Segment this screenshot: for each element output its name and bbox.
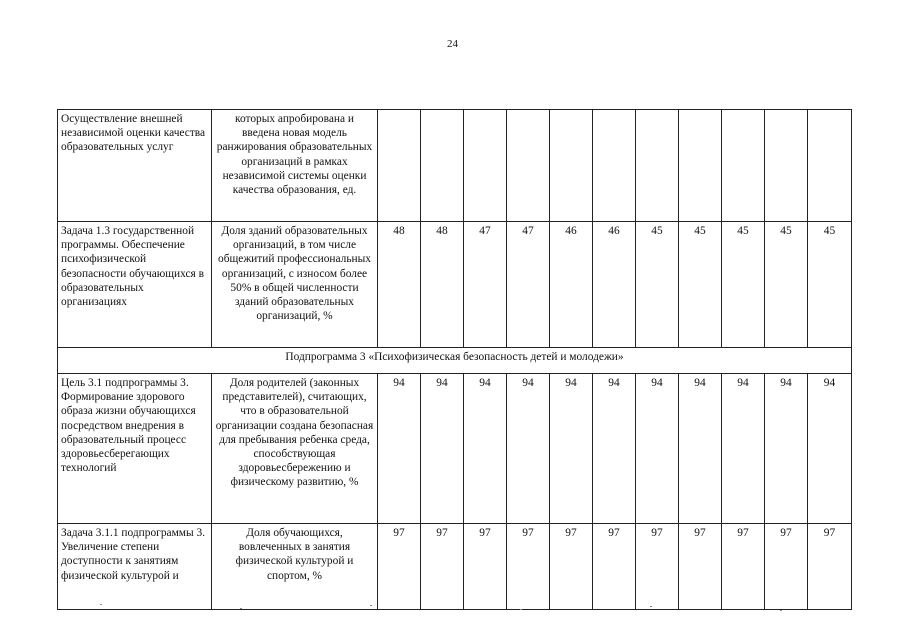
value-cell	[636, 110, 679, 222]
value-cell	[421, 110, 464, 222]
table-body	[58, 110, 852, 610]
value-cell: 97	[421, 524, 464, 610]
value-cell	[722, 110, 765, 222]
value-cell: 94	[507, 374, 550, 524]
value-cell: 97	[679, 524, 722, 610]
value-cell: 97	[765, 524, 808, 610]
value-cell: 97	[636, 524, 679, 610]
value-cell	[550, 110, 593, 222]
value-cell	[808, 110, 852, 222]
value-cell: 48	[378, 222, 421, 348]
value-cell: 97	[378, 524, 421, 610]
table-row	[58, 222, 852, 348]
value-cell: 47	[507, 222, 550, 348]
value-cell: 46	[550, 222, 593, 348]
value-cell: 97	[808, 524, 852, 610]
table-row	[58, 110, 852, 222]
value-cell: 94	[636, 374, 679, 524]
value-cell: 94	[679, 374, 722, 524]
value-cell: 47	[464, 222, 507, 348]
goal-cell: Задача 1.3 государственной программы. Обеспечение психофизической безопасности обучающихся в образовательных организациях	[58, 222, 212, 348]
value-cell: 48	[421, 222, 464, 348]
value-cell: 46	[593, 222, 636, 348]
value-cell: 97	[722, 524, 765, 610]
subprogram-header-row	[58, 348, 852, 374]
value-cell: 97	[507, 524, 550, 610]
indicator-cell: которых апробирована и введена новая модель ранжирования образовательных организаций в рамках независимой системы оценки качества образования, ед.	[212, 110, 378, 222]
scan-noise	[60, 602, 860, 612]
goal-cell: Осуществление внешней независимой оценки качества образовательных услуг	[58, 110, 212, 222]
table-row	[58, 524, 852, 610]
indicators-table	[57, 109, 852, 610]
subprogram-title: Подпрограмма 3 «Психофизическая безопасность детей и молодежи»	[58, 348, 852, 374]
value-cell: 97	[550, 524, 593, 610]
value-cell: 45	[765, 222, 808, 348]
goal-cell: Цель 3.1 подпрограммы 3. Формирование здорового образа жизни обучающихся посредством внедрения в образовательный процесс здоровьесберегающих технологий	[58, 374, 212, 524]
value-cell: 94	[378, 374, 421, 524]
value-cell	[679, 110, 722, 222]
value-cell: 94	[765, 374, 808, 524]
indicator-cell: Доля зданий образовательных организаций, в том числе общежитий профессиональных организаций, с износом более 50% в общей численности зданий образовательных организаций, %	[212, 222, 378, 348]
value-cell: 94	[808, 374, 852, 524]
goal-cell: Задача 3.1.1 подпрограммы 3. Увеличение степени доступности к занятиям физической культурой и	[58, 524, 212, 610]
table-row	[58, 374, 852, 524]
value-cell: 45	[808, 222, 852, 348]
value-cell: 97	[464, 524, 507, 610]
indicator-cell: Доля обучающихся, вовлеченных в занятия физической культурой и спортом, %	[212, 524, 378, 610]
value-cell: 45	[679, 222, 722, 348]
indicator-cell: Доля родителей (законных представителей), считающих, что в образовательной организации создана безопасная для пребывания ребенка среда, способствующая здоровьесбережению и физическому развитию, %	[212, 374, 378, 524]
value-cell: 45	[722, 222, 765, 348]
value-cell	[464, 110, 507, 222]
value-cell	[765, 110, 808, 222]
value-cell: 45	[636, 222, 679, 348]
value-cell: 97	[593, 524, 636, 610]
value-cell: 94	[550, 374, 593, 524]
value-cell: 94	[421, 374, 464, 524]
page-number: 24	[447, 38, 458, 50]
value-cell: 94	[593, 374, 636, 524]
value-cell	[378, 110, 421, 222]
value-cell: 94	[464, 374, 507, 524]
value-cell	[593, 110, 636, 222]
value-cell	[507, 110, 550, 222]
value-cell: 94	[722, 374, 765, 524]
